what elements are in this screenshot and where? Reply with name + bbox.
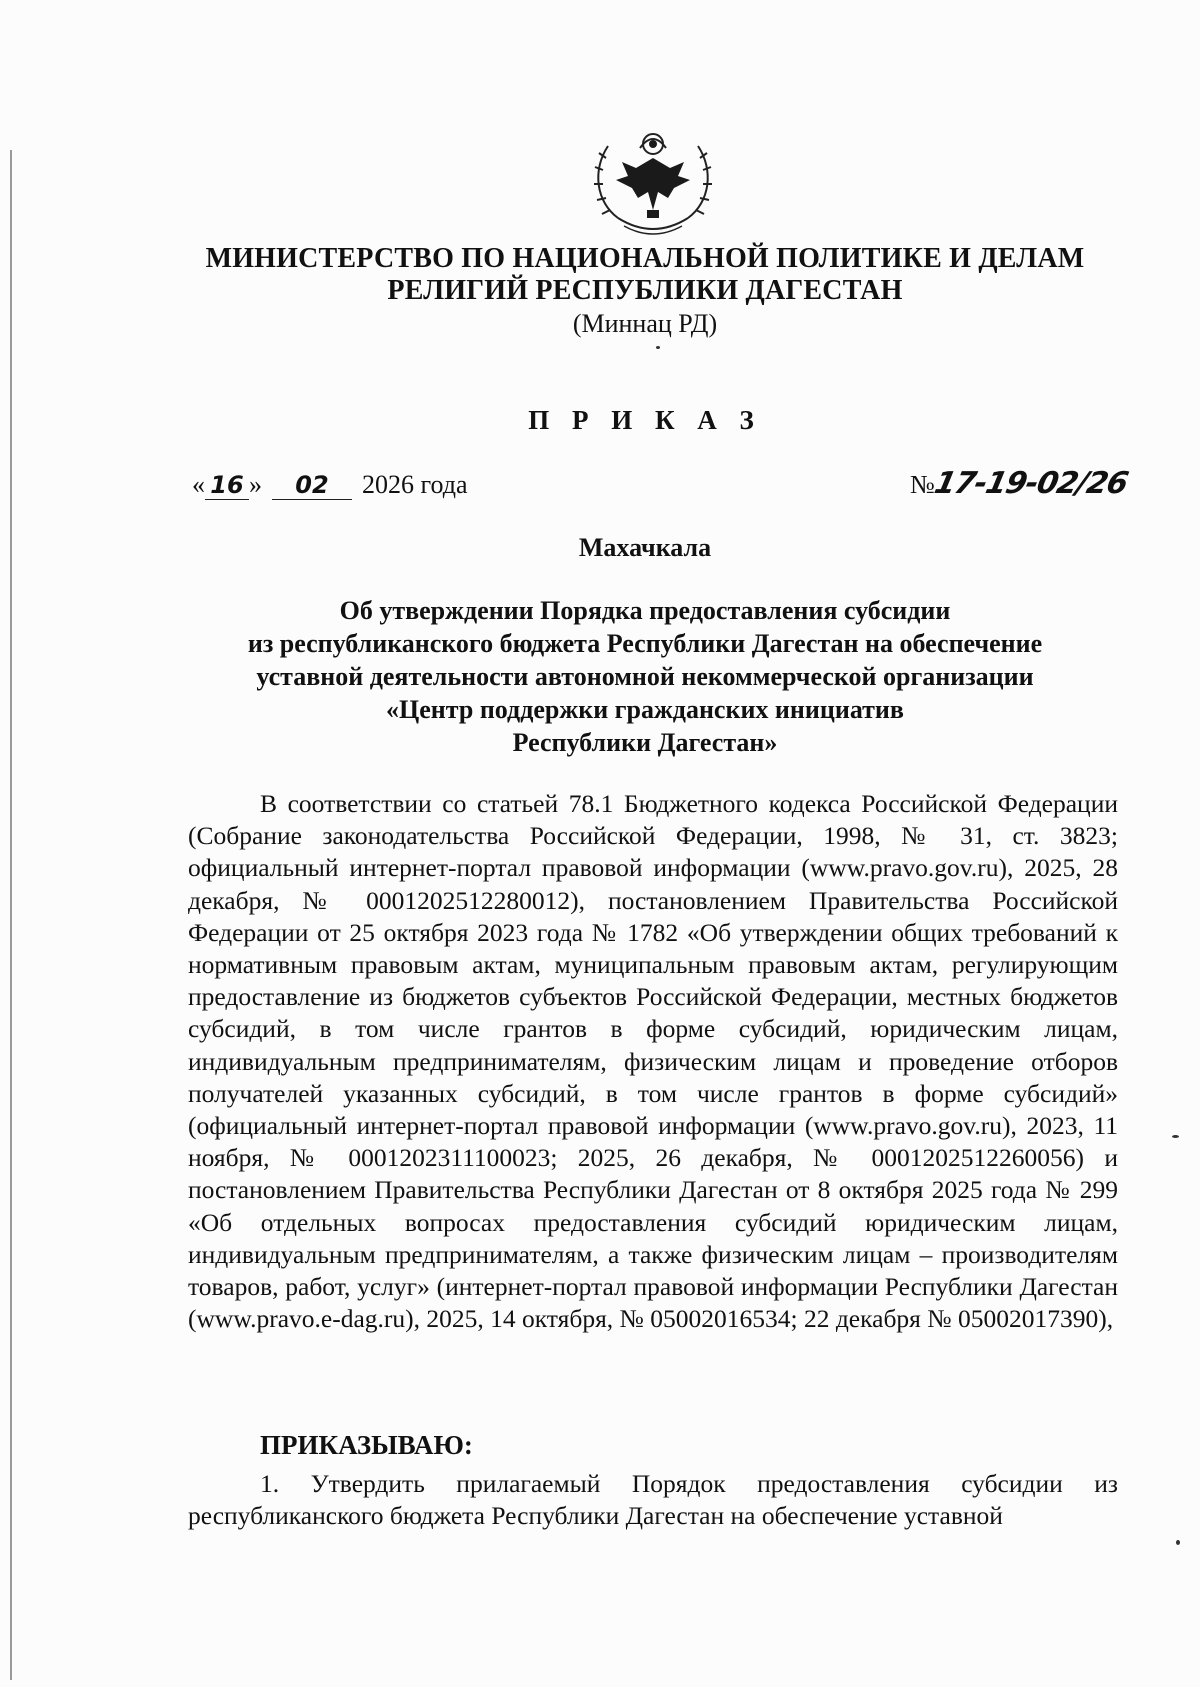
preamble [188,788,1118,1335]
date-day: 16 [205,471,249,500]
document-type-title: П Р И К А З [528,405,762,435]
ministry-heading [170,243,1120,341]
order-date [192,470,468,500]
city-name: Махачкала [578,533,712,562]
scan-speck [1176,1540,1180,1545]
date-open-quote: « [192,470,205,499]
scan-edge-line [10,150,12,1680]
date-year: 2026 года [362,470,468,499]
coat-of-arms-icon [578,118,728,244]
order-number-value: 17-19-02/26 [931,466,1131,501]
ministry-name-line-1: МИНИСТЕРСТВО ПО НАЦИОНАЛЬНОЙ ПОЛИТИКЕ И ДЕЛАМ [205,243,1085,274]
title-line-5: Республики Дагестан» [512,728,778,757]
number-sign: № [910,470,935,499]
title-line-2: из республиканского бюджета Республики Дагестан на обеспечение [247,629,1043,658]
ministry-name-line-2: РЕЛИГИЙ РЕСПУБЛИКИ ДАГЕСТАН [387,275,903,306]
title-line-3: уставной деятельности автономной некоммерческой организации [256,662,1034,691]
date-close-quote: » [249,470,262,499]
title-line-4: «Центр поддержки гражданских инициатив [386,695,904,724]
ministry-abbreviation: (Миннац РД) [572,309,718,338]
preamble-paragraph: В соответствии со статьей 78.1 Бюджетного кодекса Российской Федерации (Собрание законодательства Российской Федерации, 1998, № 31, ст. 3823; официальный интернет-портал правовой информации (www.pravo.gov.ru), 2025, 28 декабря, № 0001202512280012), постановлением Правительства Российской Федерации от 25 октября 2023 года № 1782 «Об утверждении общих требований к нормативным правовым актам, муниципальным правовым актам, регулирующим предоставление из бюджетов субъектов Российской Федерации, местных бюджетов субсидий, в том числе грантов в форме субсидий, юридическим лицам, индивидуальным предпринимателям, физическим лицам и проведение отборов получателей указанных субсидий, в том числе грантов в форме субсидий» (официальный интернет-портал правовой информации (www.pravo.gov.ru), 2023, 11 ноября, № 0001202311100023; 2025, 26 декабря, № 0001202512260056) и постановлением Правительства Республики Дагестан от 8 октября 2025 года № 299 «Об отдельных вопросах предоставления субсидий юридическим лицам, индивидуальным предпринимателям, а также физическим лицам – производителям товаров, работ, услуг» (интернет-портал правовой информации Республики Дагестан (www.pravo.e-dag.ru), 2025, 14 октября, № 05002016534; 22 декабря № 05002017390), [188,789,1118,1334]
title-line-1: Об утверждении Порядка предоставления субсидии [339,596,951,625]
scan-speck [656,346,660,349]
date-month: 02 [272,471,352,500]
order-verb: ПРИКАЗЫВАЮ: [260,1430,473,1460]
scan-speck [1172,1135,1179,1138]
order-number [910,466,1131,501]
order-item-1: 1. Утвердить прилагаемый Порядок предоставления субсидии из республиканского бюджета Республики Дагестан на обеспечение уставной [188,1469,1118,1531]
order-title [170,594,1120,759]
